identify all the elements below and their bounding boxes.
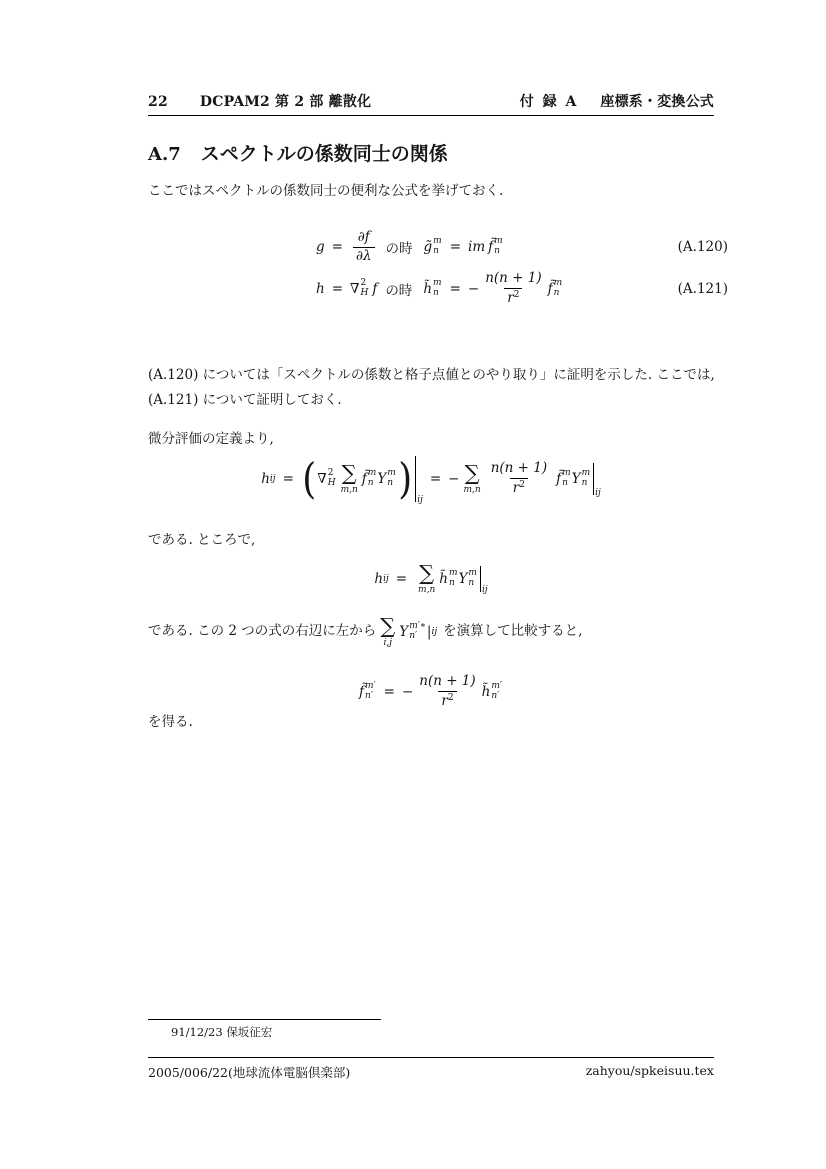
equals-sign: = (449, 239, 462, 255)
footnote-author: 保坂征宏 (226, 1025, 273, 1039)
var-g: g (316, 239, 325, 255)
minus-sign: − (448, 471, 460, 487)
appendix-title: 座標系・変換公式 (600, 94, 714, 110)
proof-note-line1: (A.120) については「スペクトルの係数と格子点値とのやり取り」に証明を示した. ここでは, (148, 367, 715, 383)
var-h-tilde: h̃ (423, 281, 433, 297)
fraction-nn1-r2: $\frac{n(n + 1)}{r^2}$ (485, 270, 542, 306)
supsub-mn: m n (448, 568, 458, 588)
section-number: A.7 (148, 144, 181, 165)
equals-sign: = (383, 684, 395, 700)
fraction-nn1-r2: $\frac{n(n + 1)}{r^2}$ (490, 460, 548, 496)
equals-sign: = (449, 281, 461, 297)
supsub-mprime: m′ n′ (491, 681, 502, 701)
var-h-tilde: h̃ (481, 684, 491, 700)
equation-a120 (148, 226, 728, 268)
var-h: h (316, 281, 325, 297)
nabla-supsub: 2 H (360, 278, 369, 298)
conclusion-line: を得る. (148, 714, 193, 730)
var-f-tilde: f̃ (359, 684, 365, 700)
fraction-nn1-r2: $\frac{n(n + 1)}{r^2}$ (419, 673, 476, 709)
page-number: 22 (148, 94, 168, 110)
supsub-mn: m n (553, 278, 563, 298)
var-h: h (261, 471, 270, 487)
supsub-mn: m n (468, 568, 477, 588)
intro-paragraph: ここではスペクトルの係数同士の便利な公式を挙げておく. (148, 183, 504, 199)
minus-sign: − (401, 684, 414, 700)
supsub-mn: m n (494, 236, 503, 256)
evaluation-bar: ij (593, 463, 601, 495)
supsub-mn: m n (562, 468, 571, 488)
proof-note-paragraph (148, 363, 718, 413)
condition-text: の時 (385, 283, 413, 299)
definition-line: 微分評価の定義より, (148, 431, 274, 447)
footnote (171, 1024, 272, 1040)
equation-a121-body (316, 271, 563, 306)
equation-tag-a120: (A.120) (677, 239, 728, 255)
proof-note-line2: (A.121) について証明しておく. (148, 392, 342, 408)
var-f-tilde: f̃ (361, 471, 367, 487)
sub-ij: ij (269, 474, 276, 484)
evaluation-bar: ij (480, 566, 488, 592)
summation-ij: ∑ i,j (380, 614, 396, 648)
summation-mn: ∑ m,n (418, 561, 436, 595)
supsub-mn: m n (433, 278, 442, 298)
summation-mn: ∑ m,n (463, 461, 481, 495)
equation-a120-body (316, 230, 504, 264)
nabla-operator: ∇ (317, 471, 327, 487)
coef-im: im (468, 239, 486, 255)
nabla-supsub: 2 H (327, 468, 336, 488)
appendix-label: 付 録 A (519, 94, 579, 110)
equals-sign: = (331, 239, 343, 255)
equals-sign: = (282, 471, 294, 487)
sub-ij: ij (431, 627, 438, 637)
var-Y: Y (399, 624, 409, 640)
fraction-df-dlambda: $\frac{\partial f}{\partial\lambda}$ (353, 230, 375, 264)
supsub-mprime: m′∗ n′ (409, 621, 426, 641)
compare-sentence (148, 610, 718, 654)
display-equation-1 (148, 450, 714, 508)
var-f: f (372, 281, 378, 297)
section-heading (148, 139, 448, 166)
supsub-mn: m n (387, 468, 396, 488)
condition-text: の時 (385, 241, 413, 257)
footnote-rule (148, 1019, 381, 1020)
footer-rule (148, 1057, 714, 1058)
document-title: DCPAM2 第 2 部 離散化 (199, 94, 372, 110)
dearu-tokorode-line: である. ところで, (148, 532, 256, 548)
supsub-mn: m n (581, 468, 591, 488)
vertical-bar: | (426, 624, 432, 640)
nabla-operator: ∇ (350, 281, 360, 297)
summation-mn: ∑ m,n (340, 461, 358, 495)
var-Y: Y (571, 471, 581, 487)
footnote-date: 91/12/23 (171, 1025, 223, 1039)
compare-pre-text: である. この 2 つの式の右辺に左から (148, 623, 377, 640)
supsub-mn: m n (367, 468, 377, 488)
display-equation-3 (148, 668, 714, 716)
equals-sign: = (331, 281, 344, 297)
compare-post-text: を演算して比較すると, (443, 623, 583, 640)
footer-left: 2005/006/22(地球流体電脳倶楽部) (148, 1065, 351, 1080)
minus-sign: − (467, 281, 480, 297)
equals-sign: = (395, 571, 408, 587)
page-header (148, 91, 714, 111)
big-paren-close: ) (398, 454, 412, 504)
section-title: スペクトルの係数同士の関係 (200, 143, 448, 165)
display-equation-2 (148, 556, 714, 602)
equals-sign: = (429, 471, 442, 487)
equation-a121 (148, 268, 728, 310)
var-f-tilde: f̃ (488, 239, 494, 255)
var-Y: Y (377, 471, 387, 487)
supsub-mprime: m′ n′ (365, 681, 376, 701)
evaluation-bar: ij (415, 456, 423, 502)
page-footer (148, 1063, 714, 1081)
header-rule (148, 115, 714, 116)
sub-ij: ij (383, 574, 389, 584)
var-h: h (374, 571, 384, 587)
var-f-tilde: f̃ (556, 471, 562, 487)
var-f-tilde: f̃ (547, 281, 553, 297)
var-Y: Y (458, 571, 468, 587)
footer-right: zahyou/spkeisuu.tex (585, 1063, 714, 1078)
equation-tag-a121: (A.121) (677, 281, 728, 297)
supsub-mn: m n (433, 236, 442, 256)
big-paren-open: ( (302, 454, 317, 504)
var-g-tilde: g̃ (423, 239, 433, 255)
var-h-tilde: h̃ (439, 571, 448, 587)
